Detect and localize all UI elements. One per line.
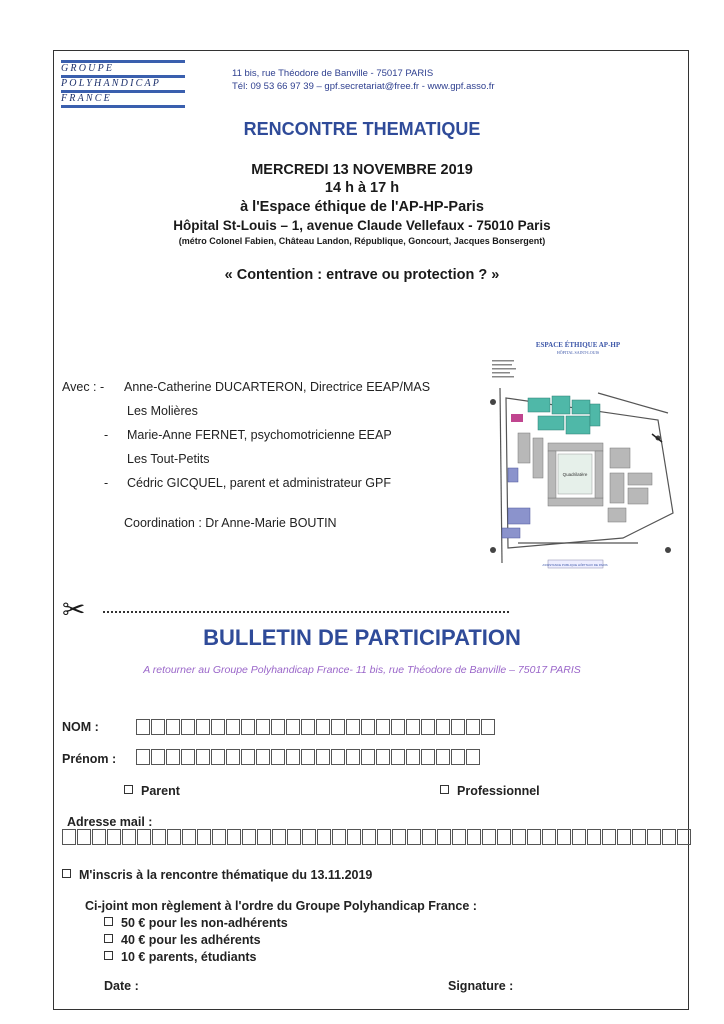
char-box[interactable] [347,829,361,845]
char-box[interactable] [257,829,271,845]
char-box[interactable] [662,829,676,845]
header-contact: Tél: 09 53 66 97 39 – gpf.secretariat@free.fr - www.gpf.asso.fr [232,81,495,92]
char-box[interactable] [167,829,181,845]
form-title: BULLETIN DE PARTICIPATION [203,625,521,650]
char-box[interactable] [497,829,511,845]
char-box[interactable] [241,719,255,735]
char-box[interactable] [602,829,616,845]
prenom-label: Prénom : [62,752,117,766]
char-box[interactable] [197,829,211,845]
char-box[interactable] [302,829,316,845]
char-box[interactable] [212,829,226,845]
char-box[interactable] [211,749,225,765]
logo-line-3: FRANCE [61,93,112,104]
scissors-icon: ✂ [62,594,86,625]
char-box[interactable] [151,749,165,765]
char-box[interactable] [122,829,136,845]
char-box[interactable] [166,719,180,735]
signature-label: Signature : [448,979,514,993]
form-return-address: A retourner au Groupe Polyhandicap France- 11 bis, rue Théodore de Banville – 75017 PARIS [143,664,581,676]
char-box[interactable] [286,719,300,735]
char-box[interactable] [136,719,150,735]
char-box[interactable] [77,829,91,845]
char-box[interactable] [406,749,420,765]
char-box[interactable] [376,719,390,735]
char-box[interactable] [572,829,586,845]
char-box[interactable] [632,829,646,845]
char-box[interactable] [451,719,465,735]
char-box[interactable] [301,719,315,735]
char-box[interactable] [166,749,180,765]
char-box[interactable] [137,829,151,845]
parent-checkbox[interactable] [124,785,133,794]
price-option-2[interactable] [104,933,261,947]
char-box[interactable] [436,719,450,735]
event-date: MERCREDI 13 NOVEMBRE 2019 [251,162,473,178]
char-box[interactable] [557,829,571,845]
char-box[interactable] [151,719,165,735]
char-box[interactable] [286,749,300,765]
speaker-2-dash: - [104,428,109,442]
date-label: Date : [104,979,139,993]
nom-label: NOM : [62,720,99,734]
char-box[interactable] [466,719,480,735]
price-option-1[interactable] [104,916,288,930]
price-2-label: 40 € pour les adhérents [121,933,261,947]
char-box[interactable] [331,719,345,735]
map-center-label: Quadrilatère [562,472,588,477]
char-box[interactable] [316,749,330,765]
logo-line-1: GROUPE [61,63,115,74]
char-box[interactable] [196,749,210,765]
char-box[interactable] [362,829,376,845]
char-box[interactable] [181,749,195,765]
char-box[interactable] [361,749,375,765]
char-box[interactable] [211,719,225,735]
char-box[interactable] [391,749,405,765]
char-box[interactable] [617,829,631,845]
price-1-label: 50 € pour les non-adhérents [121,916,288,930]
char-box[interactable] [271,749,285,765]
char-box[interactable] [136,749,150,765]
char-box[interactable] [226,749,240,765]
char-box[interactable] [422,829,436,845]
prenom-field[interactable] [136,749,481,765]
event-theme: « Contention : entrave ou protection ? » [224,267,500,283]
register-checkbox[interactable] [62,869,71,878]
gpf-logo [61,60,185,108]
char-box[interactable] [92,829,106,845]
price-option-3[interactable] [104,950,256,964]
price-2-checkbox[interactable] [104,934,113,943]
register-option[interactable] [62,868,372,882]
char-box[interactable] [271,719,285,735]
char-box[interactable] [361,719,375,735]
cut-line [103,611,509,613]
event-metro: (métro Colonel Fabien, Château Landon, République, Goncourt, Jacques Bonsergent) [178,236,546,246]
event-time: 14 h à 17 h [324,180,400,196]
header-address: 11 bis, rue Théodore de Banville - 75017 PARIS [232,68,434,79]
char-box[interactable] [152,829,166,845]
char-box[interactable] [392,829,406,845]
char-box[interactable] [181,719,195,735]
register-label: M'inscris à la rencontre thématique du 13.11.2019 [79,868,373,882]
professionnel-checkbox[interactable] [440,785,449,794]
speakers-intro: Avec : - [62,380,105,394]
char-box[interactable] [407,829,421,845]
price-3-label: 10 € parents, étudiants [121,950,257,964]
char-box[interactable] [62,829,76,845]
header-address-block [232,67,495,93]
char-box[interactable] [331,749,345,765]
char-box[interactable] [242,829,256,845]
map-subtitle: HÔPITAL SAINT-LOUIS [556,350,600,355]
char-box[interactable] [437,829,451,845]
char-box[interactable] [677,829,691,845]
speaker-1-name: Anne-Catherine DUCARTERON, Directrice EEAP/MAS [124,380,431,394]
char-box[interactable] [256,719,270,735]
price-1-checkbox[interactable] [104,917,113,926]
email-field[interactable] [62,829,692,845]
char-box[interactable] [421,719,435,735]
char-box[interactable] [182,829,196,845]
char-box[interactable] [107,829,121,845]
char-box[interactable] [287,829,301,845]
speaker-2-name: Marie-Anne FERNET, psychomotricienne EEAP [127,428,392,442]
char-box[interactable] [301,749,315,765]
speaker-1-org: Les Molières [127,404,198,418]
char-box[interactable] [466,749,480,765]
char-box[interactable] [227,829,241,845]
char-box[interactable] [482,829,496,845]
char-box[interactable] [406,719,420,735]
parent-option[interactable] [124,784,180,798]
parent-label: Parent [141,784,180,798]
char-box[interactable] [376,749,390,765]
logo-line-2: POLYHANDICAP [61,78,162,89]
speaker-3-dash: - [104,476,109,490]
char-box[interactable] [391,719,405,735]
char-box[interactable] [332,829,346,845]
speaker-3-name: Cédric GICQUEL, parent et administrateur GPF [127,476,391,490]
event-hospital: Hôpital St-Louis – 1, avenue Claude Vellefaux - 75010 Paris [173,218,551,233]
professionnel-label: Professionnel [457,784,540,798]
char-box[interactable] [256,749,270,765]
map-title: ESPACE ÉTHIQUE AP-HP [535,341,621,349]
coordination: Coordination : Dr Anne-Marie BOUTIN [124,516,337,530]
char-box[interactable] [542,829,556,845]
char-box[interactable] [467,829,481,845]
char-box[interactable] [512,829,526,845]
event-title: RENCONTRE THEMATIQUE [243,119,481,139]
email-label: Adresse mail : [67,815,153,829]
hospital-map [478,338,678,573]
char-box[interactable] [647,829,661,845]
char-box[interactable] [452,829,466,845]
professionnel-option[interactable] [440,784,540,798]
char-box[interactable] [481,719,495,735]
map-aphp-logo: ASSISTANCE PUBLIQUE HÔPITAUX DE PARIS [542,563,608,567]
char-box[interactable] [421,749,435,765]
char-box[interactable] [587,829,601,845]
event-venue: à l'Espace éthique de l'AP-HP-Paris [240,199,484,215]
nom-field[interactable] [136,719,496,735]
char-box[interactable] [272,829,286,845]
char-box[interactable] [346,719,360,735]
char-box[interactable] [377,829,391,845]
speaker-2-org: Les Tout-Petits [127,452,210,466]
char-box[interactable] [436,749,450,765]
price-3-checkbox[interactable] [104,951,113,960]
char-box[interactable] [527,829,541,845]
char-box[interactable] [346,749,360,765]
char-box[interactable] [317,829,331,845]
char-box[interactable] [451,749,465,765]
char-box[interactable] [241,749,255,765]
payment-intro: Ci-joint mon règlement à l'ordre du Groupe Polyhandicap France : [85,899,477,913]
char-box[interactable] [196,719,210,735]
char-box[interactable] [316,719,330,735]
char-box[interactable] [226,719,240,735]
